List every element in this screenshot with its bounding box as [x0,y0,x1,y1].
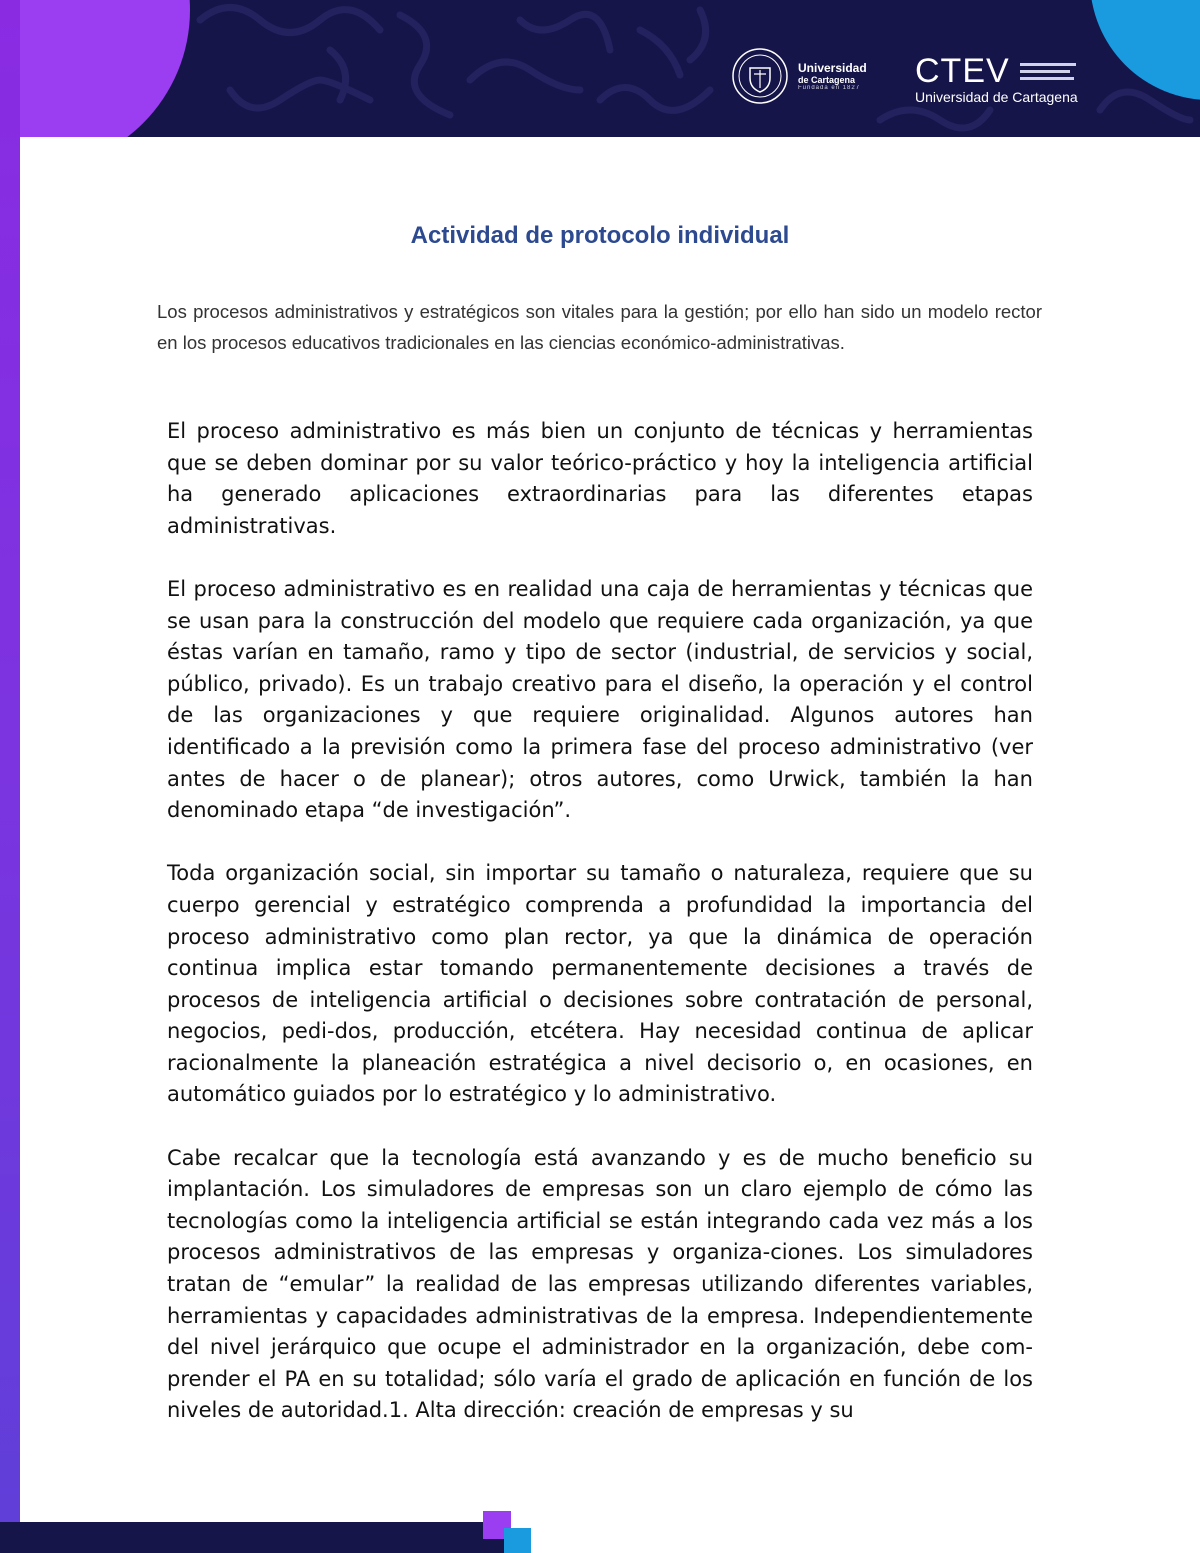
logo-ud-line1: Universidad [798,61,867,75]
university-seal-icon [730,46,790,106]
universidad-logo [730,46,867,106]
body-paragraph: Cabe recalcar que la tecnología está avanzando y es de mucho beneficio su implantación. Los simuladores de empresas son un claro ejemplo de cómo las tecnologías como la inteligencia artificial se están integrando cada vez más a los procesos administrativos de las empresas y organiza-ciones. Los simuladores tratan de “emular” la realidad de las empresas utilizando diferentes variables, herramientas y capacidades administrativas de la empresa. Independientemente del nivel jerárquico que ocupe el administrador en la organización, debe com-prender el PA en su totalidad; sólo varía el grado de aplicación en función de los niveles de autoridad.1. Alta dirección: creación de empresas y su [167,1145,1033,1423]
body-paragraph: Toda organización social, sin importar su tamaño o naturaleza, requiere que su cuerpo gerencial y estratégico comprenda a profundidad la importancia del proceso administrativo como plan rector, ya que la dinámica de operación continua implica estar tomando permanentemente decisiones a través de procesos de inteligencia artificial o decisiones sobre contratación de personal, negocios, pedi-dos, producción, etcétera. Hay necesidad continua de aplicar racionalmente la planeación estratégica a nivel decisorio o, en ocasiones, en automático guiados por lo estratégico y lo administrativo. [167,861,1033,1107]
document-title: Actividad de protocolo individual [410,222,790,249]
footer-blue-square [504,1528,531,1553]
body-paragraph: El proceso administrativo es más bien un conjunto de técnicas y herramientas que se deben dominar por su valor teórico-práctico y hoy la inteligencia artificial ha generado aplicaciones extraordinarias para las diferentes etapas administrativas. [167,419,1033,538]
body-paragraph: El proceso administrativo es en realidad una caja de herramientas y técnicas que se usan para la construcción del modelo que requiere cada organización, ya que éstas varían en tamaño, ramo y tipo de sector (industrial, de servicios y social, público, privado). Es un trabajo creativo para el diseño, la operación y el control de las organizaciones y que requiere originalidad. Algunos autores han identificado a la previsión como la primera fase del proceso administrativo (ver antes de hacer o de planear); otros autores, como Urwick, también la han denominado etapa “de investigación”. [167,576,1033,823]
ctev-tagline-mark [1020,63,1076,80]
ctev-logo [915,52,1078,105]
intro-paragraph: Los procesos administrativos y estratégicos son vitales para la gestión; por ello han sido un modelo rector en los procesos educativos tradicionales en las ciencias económico-administrativas. [157,301,1042,353]
footer-bar [0,1522,510,1553]
logo-ud-line2: de Cartagena [798,75,856,85]
document-body [167,416,1033,1427]
ctev-subtitle: Universidad de Cartagena [915,89,1078,105]
page-header [0,0,1200,137]
logo-ud-line3: Fundada en 1827 [798,85,861,91]
ctev-brand: CTEV [915,52,1010,90]
